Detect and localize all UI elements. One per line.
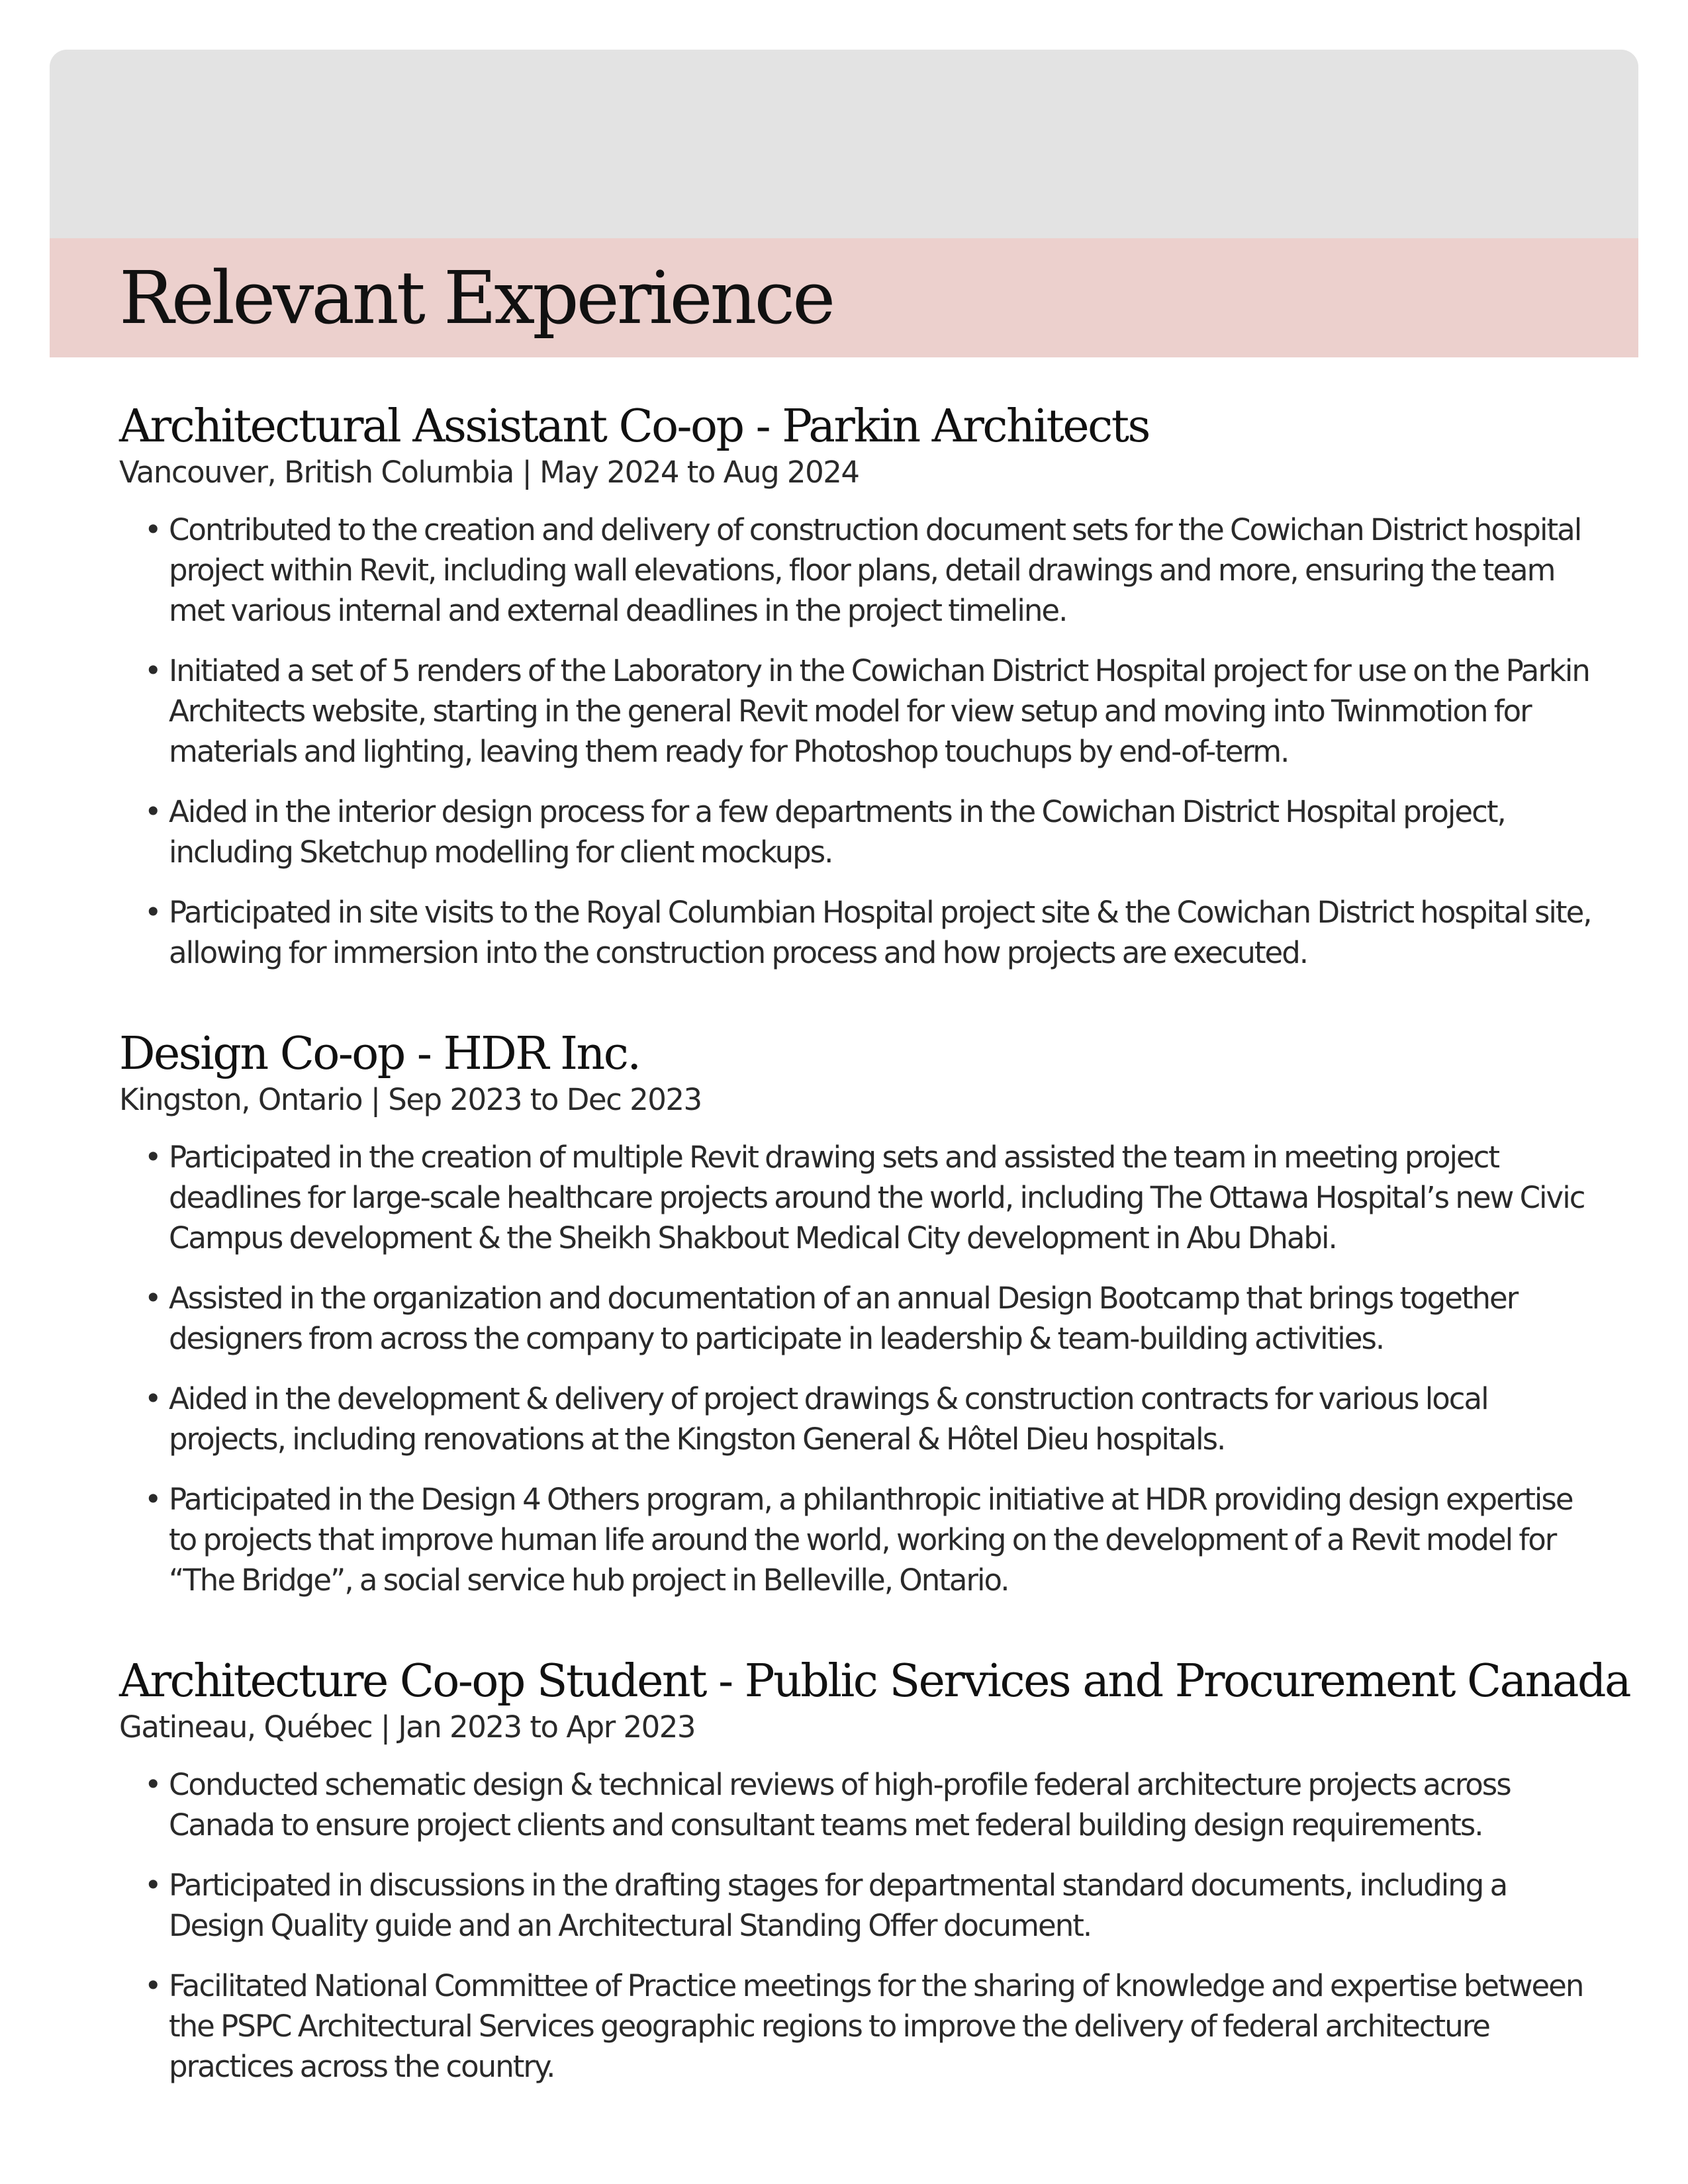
- bullet-item: [119, 1479, 1595, 1600]
- job-entry-parkin: [119, 397, 1595, 973]
- experience-list: [119, 397, 1630, 2087]
- bullet-icon: •: [144, 1968, 161, 2003]
- job-location-dates: Kingston, Ontario | Sep 2023 to Dec 2023: [119, 1082, 702, 1117]
- bullet-item: [119, 1137, 1595, 1258]
- bullet-icon: •: [144, 1868, 161, 1903]
- bullet-text: Participated in site visits to the Royal Columbian Hospital project site & the Cowichan District hospital site, allowing for immersion into the construction process and how projects are executed.: [169, 895, 1591, 970]
- bullet-item: [119, 1379, 1595, 1459]
- bullet-item: [119, 1865, 1595, 1946]
- bullet-icon: •: [144, 1140, 161, 1175]
- bullet-icon: •: [144, 794, 161, 829]
- job-location-dates: Gatineau, Québec | Jan 2023 to Apr 2023: [119, 1709, 696, 1745]
- bullet-text: Participated in discussions in the drafting stages for departmental standard documents, including a Design Quality guide and an Architectural Standing Offer document.: [169, 1868, 1507, 1943]
- job-entry-pspc: [119, 1652, 1630, 2087]
- job-bullets: [119, 1137, 1595, 1600]
- bullet-icon: •: [144, 1381, 161, 1416]
- bullet-icon: •: [144, 1482, 161, 1517]
- bullet-icon: •: [144, 1767, 161, 1802]
- bullet-item: [119, 651, 1595, 772]
- title-band: [50, 238, 1638, 357]
- bullet-text: Aided in the interior design process for a few departments in the Cowichan District Hospital project, including Sketchup modelling for client mockups.: [169, 794, 1505, 870]
- bullet-icon: •: [144, 895, 161, 930]
- job-entry-hdr: [119, 1024, 1595, 1600]
- bullet-item: [119, 1966, 1595, 2087]
- bullet-item: [119, 1764, 1595, 1845]
- bullet-text: Contributed to the creation and delivery of construction document sets for the Cowichan District hospital project within Revit, including wall elevations, floor plans, detail drawings and more, ensuring the team met various internal and external deadlines in the project timeline.: [169, 512, 1581, 628]
- bullet-item: [119, 792, 1595, 872]
- bullet-text: Initiated a set of 5 renders of the Laboratory in the Cowichan District Hospital project for use on the Parkin Architects website, starting in the general Revit model for view setup and moving into Twinmotion for materials and lighting, leaving them ready for Photoshop touchups by end-of-term.: [169, 653, 1589, 769]
- bullet-text: Participated in the Design 4 Others program, a philanthropic initiative at HDR providing design expertise to projects that improve human life around the world, working on the development of a Revit model for “The Bridge”, a social service hub project in Belleville, Ontario.: [169, 1482, 1573, 1598]
- bullet-text: Facilitated National Committee of Practice meetings for the sharing of knowledge and expertise between the PSPC Architectural Services geographic regions to improve the delivery of federal architecture practices across the country.: [169, 1968, 1583, 2084]
- bullet-item: [119, 892, 1595, 973]
- section-title: Relevant Experience: [119, 255, 833, 340]
- job-title: Design Co-op - HDR Inc.: [119, 1028, 640, 1080]
- job-bullets: [119, 1764, 1595, 2087]
- job-bullets: [119, 510, 1595, 973]
- bullet-item: [119, 510, 1595, 631]
- job-title: Architectural Assistant Co-op - Parkin Architects: [119, 400, 1149, 453]
- job-title: Architecture Co-op Student - Public Services and Procurement Canada: [119, 1655, 1630, 1707]
- bullet-text: Participated in the creation of multiple Revit drawing sets and assisted the team in meeting project deadlines for large-scale healthcare projects around the world, including The Ottawa Hospital’s new Civic Campus development & the Sheikh Shakbout Medical City development in Abu Dhabi.: [169, 1140, 1585, 1255]
- bullet-icon: •: [144, 1281, 161, 1316]
- bullet-text: Conducted schematic design & technical reviews of high-profile federal architecture projects across Canada to ensure project clients and consultant teams met federal building design requirements.: [169, 1767, 1511, 1843]
- bullet-text: Assisted in the organization and documentation of an annual Design Bootcamp that brings together designers from across the company to participate in leadership & team-building activities.: [169, 1281, 1518, 1356]
- bullet-item: [119, 1278, 1595, 1359]
- bullet-text: Aided in the development & delivery of project drawings & construction contracts for various local projects, including renovations at the Kingston General & Hôtel Dieu hospitals.: [169, 1381, 1488, 1457]
- bullet-icon: •: [144, 512, 161, 547]
- section-header: [50, 50, 1638, 357]
- bullet-icon: •: [144, 653, 161, 688]
- job-location-dates: Vancouver, British Columbia | May 2024 to Aug 2024: [119, 455, 859, 490]
